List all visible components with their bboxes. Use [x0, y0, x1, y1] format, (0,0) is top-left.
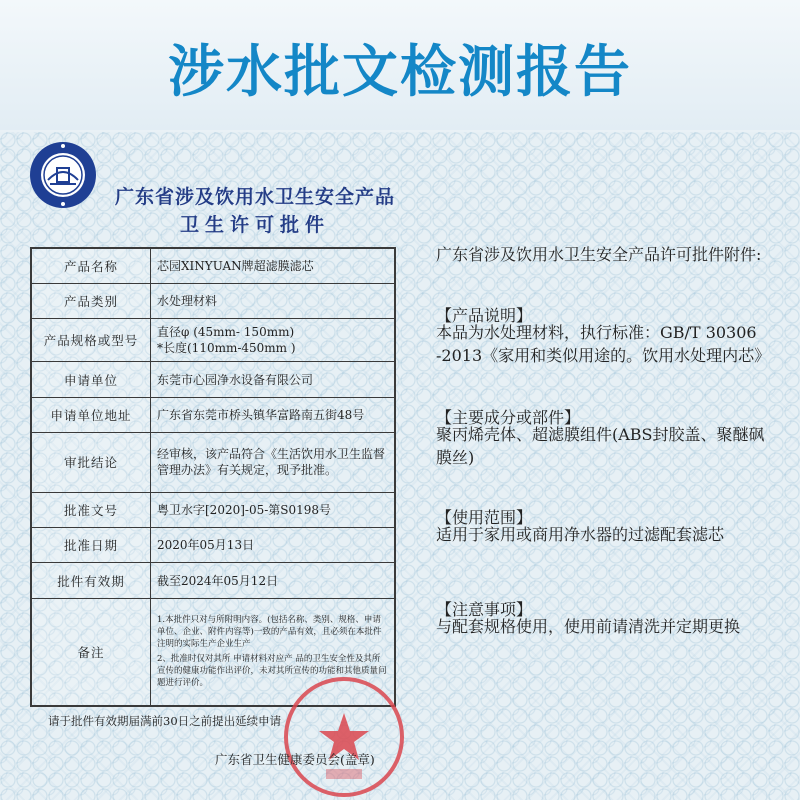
- spec-length: *长度(110mm-450mm ): [157, 341, 296, 356]
- table-row: [31, 492, 395, 527]
- table-row: [31, 563, 395, 598]
- row-label: 审批结论: [31, 432, 151, 492]
- section-body-components: 聚丙烯壳体、超滤膜组件(ABS封胶盖、聚醚砜膜丝): [436, 425, 765, 467]
- official-seal-icon: [282, 675, 407, 800]
- table-row: [31, 362, 395, 397]
- page-title: 涉水批文检测报告: [168, 40, 632, 105]
- row-value: 芯园XINYUAN牌超滤膜滤芯: [151, 248, 396, 283]
- table-row: [31, 397, 395, 432]
- section-title-notes: 【注意事项】: [436, 600, 533, 619]
- row-value: [151, 318, 396, 362]
- renewal-note: 请于批件有效期届满前30日之前提出延续申请: [48, 714, 282, 728]
- section-title-components: 【主要成分或部件】: [436, 408, 581, 427]
- table-row: [31, 283, 395, 318]
- row-label: 批准文号: [31, 492, 151, 527]
- remark-2: 2、批准时仅对其所 申请材料对应产 品的卫生安全性及其所宣传的健康功能作出评价，未对其所宣传的功能和其他质量问题进行评价。: [157, 654, 387, 689]
- row-label: 申请单位: [31, 362, 151, 397]
- issuer-signature: 广东省卫生健康委员会(盖章): [215, 752, 375, 767]
- row-label: 申请单位地址: [31, 397, 151, 432]
- row-value: 经审核，该产品符合《生活饮用水卫生监督管理办法》有关规定，现予批准。: [151, 432, 396, 492]
- title-banner: [0, 0, 800, 130]
- table-row: [31, 432, 395, 492]
- section-body-description: 本品为水处理材料，执行标准：GB/T 30306 -2013《家用和类似用途的。饮用水处理内芯》: [436, 323, 771, 365]
- permit-title: 广东省涉及饮用水卫生安全产品: [114, 186, 395, 208]
- table-row: [31, 528, 395, 563]
- row-label: 备注: [31, 598, 151, 706]
- row-value: 2020年05月13日: [151, 528, 396, 563]
- attachment-header: 广东省涉及饮用水卫生安全产品许可批件附件:: [436, 245, 762, 264]
- row-value: 广东省东莞市桥头镇华富路南五街48号: [151, 397, 396, 432]
- table-row: [31, 248, 395, 283]
- health-inspection-emblem-icon: [28, 140, 98, 210]
- row-label: 产品名称: [31, 248, 151, 283]
- row-label: 产品规格或型号: [31, 318, 151, 362]
- row-label: 批准日期: [31, 528, 151, 563]
- row-label: 产品类别: [31, 283, 151, 318]
- row-value: 截至2024年05月12日: [151, 563, 396, 598]
- row-value: 东莞市心园净水设备有限公司: [151, 362, 396, 397]
- section-title-description: 【产品说明】: [436, 306, 533, 325]
- row-label: 批件有效期: [31, 563, 151, 598]
- remark-1: 1.本批件只对与所附明内容。(包括名称、类别、规格、申请单位、企业、附件内容等)一致的产品有效，且必须在本批件注明的实际生产企业生产: [157, 615, 382, 650]
- section-title-scope: 【使用范围】: [436, 508, 533, 527]
- spec-diameter: 直径φ (45mm- 150mm): [157, 325, 295, 340]
- section-body-notes: 与配套规格使用，使用前请清洗并定期更换: [436, 617, 741, 636]
- permit-subtitle: 卫生许可批件: [179, 214, 330, 236]
- section-body-scope: 适用于家用或商用净水器的过滤配套滤芯: [436, 525, 725, 544]
- row-value: 粤卫水字[2020]-05-第S0198号: [151, 492, 396, 527]
- row-value: 水处理材料: [151, 283, 396, 318]
- table-row: [31, 318, 395, 362]
- permit-table: [30, 247, 396, 707]
